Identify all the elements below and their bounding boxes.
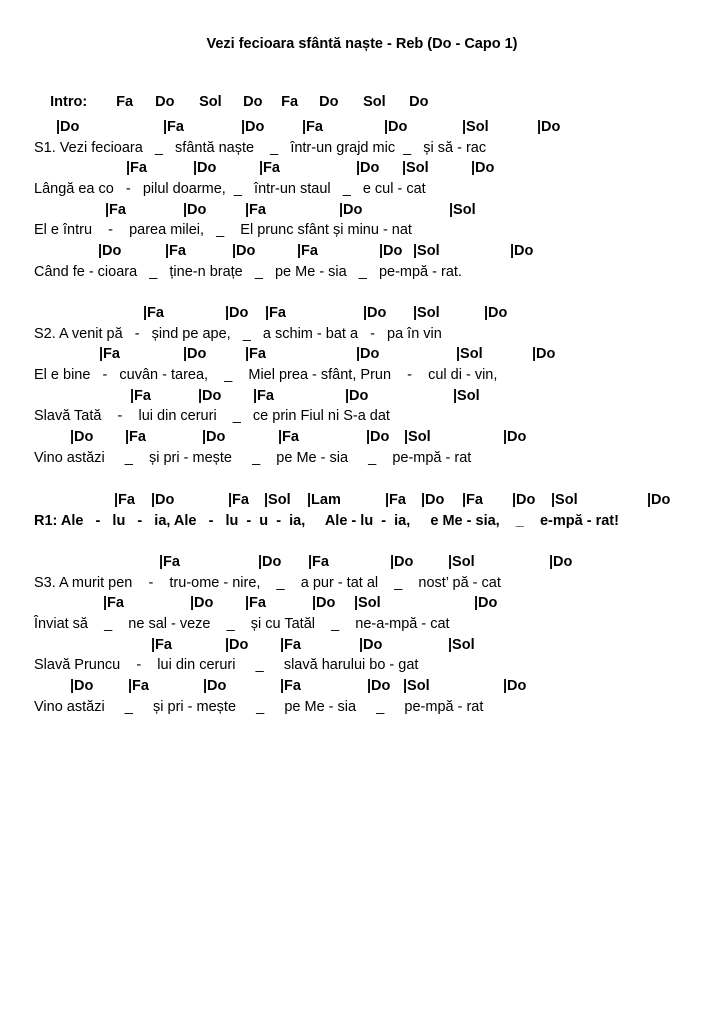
chord: |Do xyxy=(56,119,80,135)
chord: |Do xyxy=(503,429,527,446)
chord: |Sol xyxy=(456,346,483,363)
chord-line xyxy=(34,158,714,179)
chord: |Do xyxy=(151,492,175,508)
chord: |Fa xyxy=(280,678,301,695)
chord: |Do xyxy=(258,554,282,570)
lyric-line: Vino astăzi _ și pri - mește _ pe Me - sia _ pe-mpă - rat xyxy=(34,698,484,715)
chord: |Sol xyxy=(354,595,381,612)
chord: |Sol xyxy=(403,678,430,695)
chord: |Do xyxy=(503,678,527,695)
chord: |Fa xyxy=(302,119,323,135)
chord-line xyxy=(34,635,714,656)
chord: |Fa xyxy=(105,201,126,218)
lyric-line: S1. Vezi fecioara _ sfântă naște _ într-un grajd mic _ și să - rac xyxy=(34,139,487,156)
page-title: Vezi fecioara sfântă naște - Reb (Do - Capo 1) xyxy=(206,36,518,52)
refrain xyxy=(34,490,714,531)
chord: |Do xyxy=(190,595,214,612)
chord: |Fa xyxy=(297,243,318,260)
chord: |Fa xyxy=(130,387,151,404)
chord: |Do xyxy=(202,429,226,446)
chord-line xyxy=(34,344,714,365)
chord: |Fa xyxy=(151,636,172,653)
chord-line xyxy=(34,593,714,614)
chord: |Do xyxy=(484,305,508,321)
intro-chord: Sol xyxy=(199,94,222,110)
stanza-2 xyxy=(34,303,714,469)
chord: |Do xyxy=(241,119,265,135)
chord: |Do xyxy=(225,305,249,321)
chord: |Fa xyxy=(128,678,149,695)
chord: |Fa xyxy=(462,492,483,508)
chord-line xyxy=(34,386,714,407)
chord: |Sol xyxy=(551,492,578,508)
chord: |Do xyxy=(356,160,380,177)
lyric-line: Înviat să _ ne sal - veze _ și cu Tatăl _ ne-a-mpă - cat xyxy=(34,616,450,633)
intro-chord: Do xyxy=(243,94,263,110)
chord: |Fa xyxy=(165,243,186,260)
lyric-line: Vino astăzi _ și pri - mește _ pe Me - sia _ pe-mpă - rat xyxy=(34,449,472,466)
stanza-3 xyxy=(34,552,714,718)
chord: |Fa xyxy=(259,160,280,177)
chord: |Do xyxy=(363,305,387,321)
chord: |Do xyxy=(345,387,369,404)
chord: |Do xyxy=(98,243,122,260)
chord: |Do xyxy=(339,201,363,218)
chord: |Do xyxy=(356,346,380,363)
intro-chord: Do xyxy=(409,94,429,110)
chord: |Do xyxy=(512,492,536,508)
intro-chord: Do xyxy=(319,94,339,110)
intro-chord: Do xyxy=(155,94,175,110)
chord: |Fa xyxy=(99,346,120,363)
chord: |Fa xyxy=(253,387,274,404)
chord: |Fa xyxy=(308,554,329,570)
chord: |Fa xyxy=(163,119,184,135)
chord: |Do xyxy=(225,636,249,653)
chord: |Do xyxy=(549,554,573,570)
chord: |Fa xyxy=(228,492,249,508)
chord-line xyxy=(34,303,714,324)
chord-line xyxy=(34,200,714,221)
chord: |Do xyxy=(510,243,534,260)
chord: |Sol xyxy=(453,387,480,404)
chord: |Lam xyxy=(307,492,341,508)
chord: |Do xyxy=(537,119,561,135)
chord: |Do xyxy=(532,346,556,363)
chord: |Do xyxy=(193,160,217,177)
chord-line xyxy=(34,490,714,511)
chord: |Fa xyxy=(126,160,147,177)
chord: |Fa xyxy=(280,636,301,653)
lyric-line: S3. A murit pen - tru-ome - nire, _ a pur - tat al _ nost’ pă - cat xyxy=(34,574,501,591)
chord: |Fa xyxy=(245,201,266,218)
chord: |Sol xyxy=(449,201,476,218)
chord: |Fa xyxy=(159,554,180,570)
refrain-lyric-line: R1: Ale - lu - ia, Ale - lu - u - ia, Ale - lu - ia, e Me - sia, _ e-mpă - rat! xyxy=(34,512,619,529)
chord-line xyxy=(34,241,714,262)
chord: |Do xyxy=(379,243,403,260)
chord: |Do xyxy=(203,678,227,695)
chord: |Do xyxy=(70,678,94,695)
intro-chord: Fa xyxy=(281,94,299,110)
chord: |Do xyxy=(384,119,408,135)
intro-chord: Fa xyxy=(116,94,134,110)
chord-line xyxy=(34,552,714,573)
lyric-line: El e întru - parea milei, _ El prunc sfânt și minu - nat xyxy=(34,222,412,239)
chord: |Sol xyxy=(413,243,440,260)
chord: |Do xyxy=(312,595,336,612)
lyric-line: El e bine - cuvân - tarea, _ Miel prea - sfânt, Prun - cul di - vin, xyxy=(34,367,498,384)
lyric-line: Slavă Tată - lui din ceruri _ ce prin Fiul ni S-a dat xyxy=(34,408,390,425)
chord: |Sol xyxy=(413,305,440,321)
chord: |Do xyxy=(232,243,256,260)
chord-line xyxy=(34,117,714,138)
chord: |Fa xyxy=(385,492,406,508)
chord: |Do xyxy=(474,595,498,612)
chord: |Do xyxy=(183,201,207,218)
chord: |Sol xyxy=(264,492,291,508)
lyric-line: Lângă ea co - pilul doarme, _ într-un staul _ e cul - cat xyxy=(34,181,426,198)
chord: |Fa xyxy=(245,346,266,363)
chord-line xyxy=(34,676,714,697)
chord: |Do xyxy=(183,346,207,363)
chord: |Do xyxy=(367,678,391,695)
chord: |Do xyxy=(390,554,414,570)
chord: |Sol xyxy=(448,554,475,570)
chord: |Fa xyxy=(278,429,299,446)
chord: |Fa xyxy=(125,429,146,446)
chord: |Do xyxy=(647,492,671,508)
chord: |Sol xyxy=(402,160,429,177)
chord: |Fa xyxy=(114,492,135,508)
chord: |Do xyxy=(198,387,222,404)
chord: |Do xyxy=(471,160,495,177)
chord: |Fa xyxy=(103,595,124,612)
chord: |Fa xyxy=(143,305,164,321)
chord: |Sol xyxy=(404,429,431,446)
chord: |Sol xyxy=(462,119,489,135)
intro-chord: Sol xyxy=(363,94,386,110)
chord: |Do xyxy=(70,429,94,446)
chord: |Fa xyxy=(245,595,266,612)
lyric-line: S2. A venit pă - șind pe ape, _ a schim - bat a - pa în vin xyxy=(34,325,442,342)
chord: |Do xyxy=(366,429,390,446)
lyric-line: Când fe - cioara _ ține-n brațe _ pe Me - sia _ pe-mpă - rat. xyxy=(34,263,462,280)
stanza-1 xyxy=(34,117,714,283)
lyric-line: Slavă Pruncu - lui din ceruri _ slavă harului bo - gat xyxy=(34,657,419,674)
chord: |Do xyxy=(421,492,445,508)
intro-label: Intro: xyxy=(50,94,88,110)
chord: |Sol xyxy=(448,636,475,653)
chord-line xyxy=(34,427,714,448)
chord: |Fa xyxy=(265,305,286,321)
chord: |Do xyxy=(359,636,383,653)
